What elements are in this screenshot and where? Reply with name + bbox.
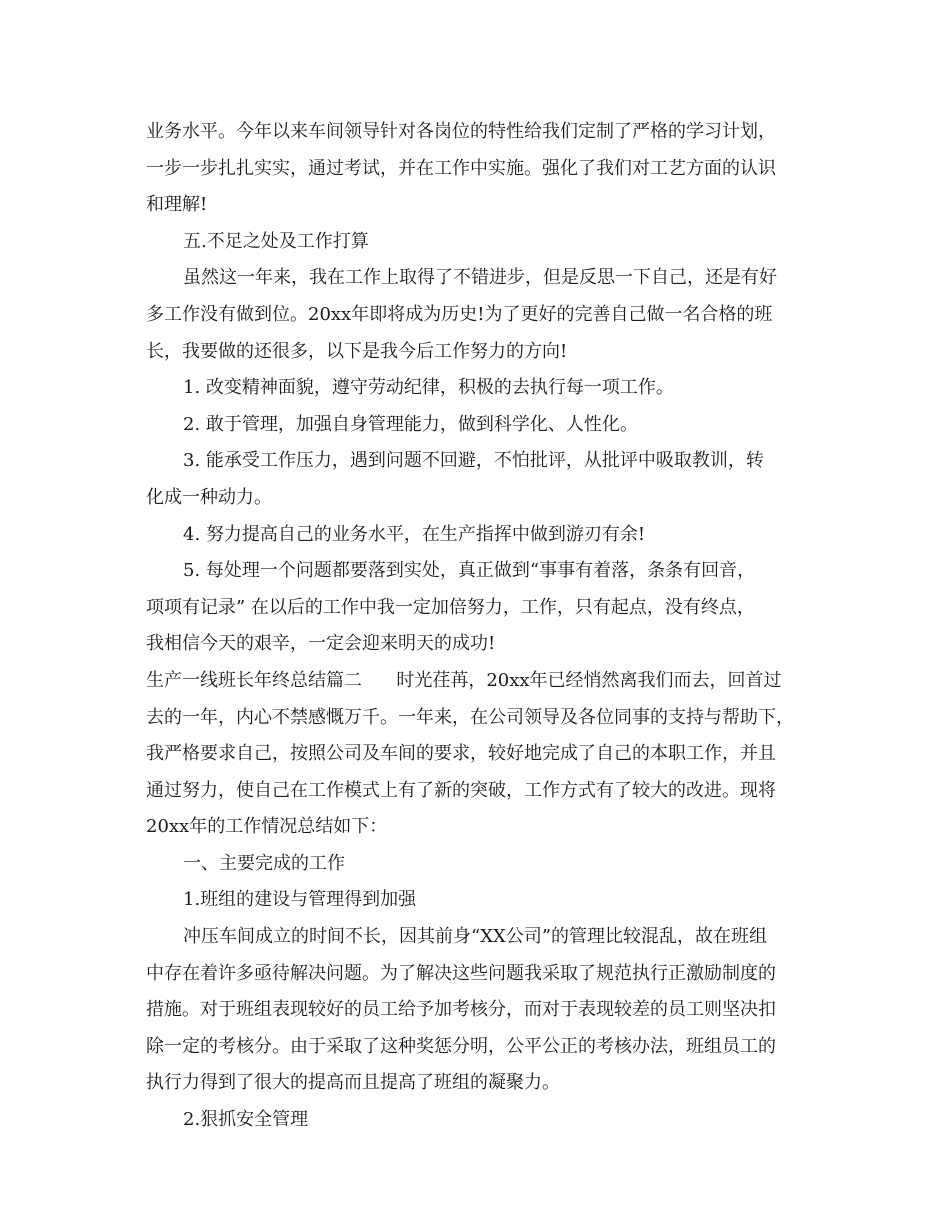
text-line: 业务水平。今年以来车间领导针对各岗位的特性给我们定制了严格的学习计划，: [146, 121, 776, 142]
text-line: 长，我要做的还很多，以下是我今后工作努力的方向!: [146, 340, 568, 362]
text-line: 措施。对于班组表现较好的员工给予加考核分，而对于表现较差的员工则坚决扣: [146, 999, 776, 1021]
text-line: 去的一年，内心不禁感慨万千。一年来，在公司领导及各位同事的支持与帮助下，: [146, 706, 794, 728]
text-line: 20xx年的工作情况总结如下：: [146, 816, 388, 838]
text-line: 化成一种动力。: [146, 486, 272, 508]
text-line: 1. 改变精神面貌，遵守劳动纪律，积极的去执行每一项工作。: [183, 377, 674, 399]
text-line: 冲压车间成立的时间不长，因其前身“XX公司”的管理比较混乱，故在班组: [183, 926, 768, 948]
text-line: 执行力得到了很大的提高而且提高了班组的凝聚力。: [146, 1072, 560, 1094]
text-line: 通过努力，使自己在工作模式上有了新的突破，工作方式有了较大的改进。现将: [146, 779, 776, 801]
text-line: 我相信今天的艰辛，一定会迎来明天的成功!: [146, 633, 496, 655]
document-body: [146, 114, 806, 1139]
text-line: 虽然这一年来，我在工作上取得了不错进步，但是反思一下自己，还是有好: [183, 267, 777, 289]
text-line: 生产一线班长年终总结篇二 时光荏苒，20xx年已经悄然离我们而去，回首过: [146, 669, 782, 691]
text-line: 4. 努力提高自己的业务水平，在生产指挥中做到游刃有余!: [183, 523, 646, 545]
text-line: 一步一步扎扎实实，通过考试，并在工作中实施。强化了我们对工艺方面的认识: [146, 157, 776, 179]
text-line: 我严格要求自己，按照公司及车间的要求，较好地完成了自己的本职工作，并且: [146, 743, 776, 765]
text-line: 中存在着许多亟待解决问题。为了解决这些问题我采取了规范执行正激励制度的: [146, 962, 776, 984]
text-line: 5. 每处理一个问题都要落到实处，真正做到“事事有着落，条条有回音，: [183, 560, 756, 582]
text-line: 多工作没有做到位。20xx年即将成为历史!为了更好的完善自己做一名合格的班: [146, 303, 773, 325]
text-line: 1.班组的建设与管理得到加强: [183, 889, 417, 911]
text-line: 2. 敢于管理，加强自身管理能力，做到科学化、人性化。: [183, 413, 638, 435]
text-line: 除一定的考核分。由于采取了这种奖惩分明，公平公正的考核办法，班组员工的: [146, 1035, 776, 1057]
text-line: 五.不足之处及工作打算: [183, 230, 369, 252]
text-line: 3. 能承受工作压力，遇到问题不回避，不怕批评，从批评中吸取教训，转: [183, 450, 764, 472]
text-line: 一、主要完成的工作: [183, 852, 345, 874]
text-line: 项项有记录” 在以后的工作中我一定加倍努力，工作，只有起点，没有终点，: [146, 596, 755, 618]
text-line: 和理解!: [146, 194, 208, 216]
text-line: 2.狠抓安全管理: [183, 1109, 309, 1131]
